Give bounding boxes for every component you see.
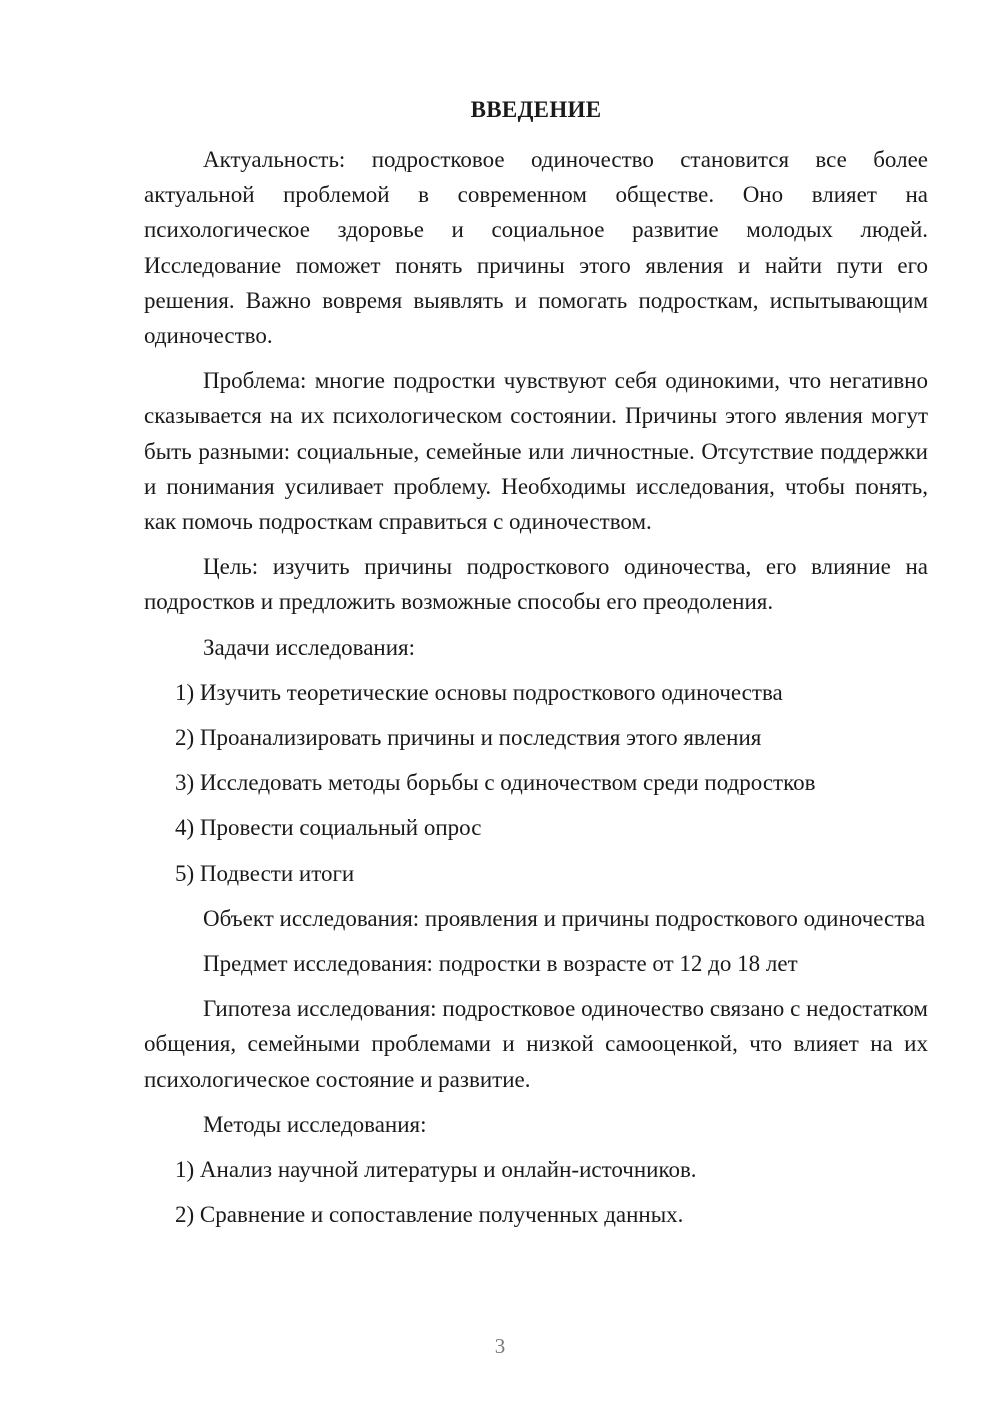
tasks-list: [144, 675, 928, 891]
list-item: 1) Анализ научной литературы и онлайн-источников.: [175, 1157, 697, 1183]
list-item: 1) Изучить теоретические основы подросткового одиночества: [175, 679, 783, 705]
document-page: [144, 92, 928, 1242]
hypothesis-paragraph: Гипотеза исследования: подростковое одиночество связано с недостатком общения, семейными проблемами и низкой самооценкой, что влияет на их психологическое состояние и развитие.: [144, 996, 928, 1092]
methods-list: [144, 1152, 928, 1232]
list-item: 2) Проанализировать причины и последствия этого явления: [175, 725, 762, 751]
page-number: 3: [494, 1334, 506, 1358]
object-paragraph: Объект исследования: проявления и причины подросткового одиночества: [203, 905, 926, 931]
relevance-paragraph: Актуальность: подростковое одиночество становится все более актуальной проблемой в современном обществе. Оно влияет на психологическое здоровье и социальное развитие молодых людей. Исследование поможет понять причины этого явления и найти пути его решения. Важно вовремя выявлять и помогать подросткам, испытывающим одиночество.: [144, 147, 928, 349]
list-item: 2) Сравнение и сопоставление полученных данных.: [175, 1202, 684, 1228]
tasks-heading: Задачи исследования:: [203, 634, 416, 660]
page-title: ВВЕДЕНИЕ: [470, 97, 602, 122]
methods-heading: Методы исследования:: [203, 1111, 427, 1137]
subject-paragraph: Предмет исследования: подростки в возрасте от 12 до 18 лет: [203, 951, 798, 977]
goal-paragraph: Цель: изучить причины подросткового одиночества, его влияние на подростков и предложить возможные способы его преодоления.: [144, 554, 928, 615]
list-item: 3) Исследовать методы борьбы с одиночеством среди подростков: [175, 770, 816, 796]
problem-paragraph: Проблема: многие подростки чувствуют себя одинокими, что негативно сказывается на их психологическом состоянии. Причины этого явления могут быть разными: социальные, семейные или личностные. Отсутствие поддержки и понимания усиливает проблему. Необходимы исследования, чтобы понять, как помочь подросткам справиться с одиночеством.: [144, 368, 928, 535]
list-item: 5) Подвести итоги: [175, 860, 355, 886]
list-item: 4) Провести социальный опрос: [175, 815, 482, 841]
